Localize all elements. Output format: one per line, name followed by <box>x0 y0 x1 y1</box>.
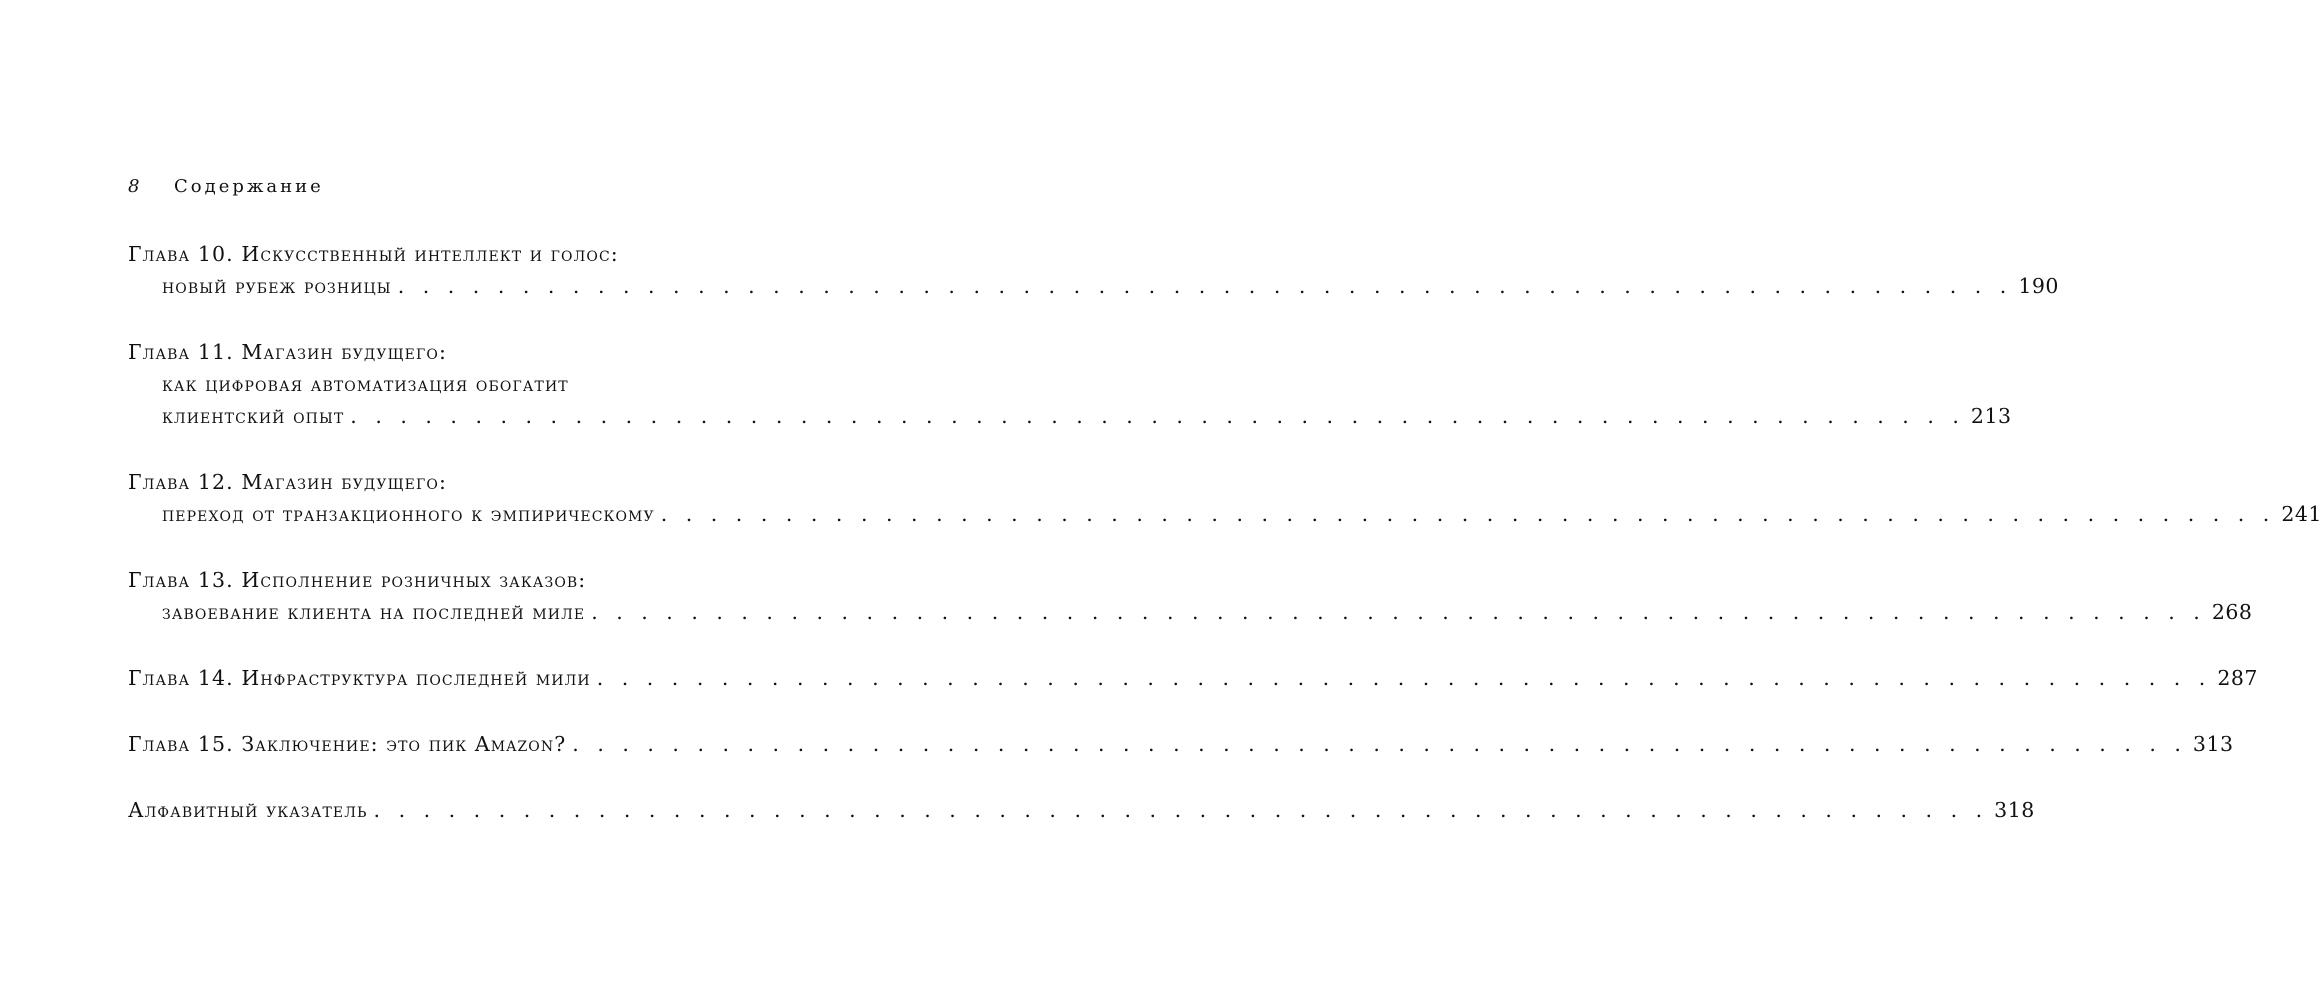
toc-entry-title-line: Глава 12. Магазин будущего: <box>128 470 447 494</box>
page-number: 8 <box>128 176 140 197</box>
dot-leader: . . . . . . . . . . . . . . . . . . . . . . . . . . . . . . . . . . . . . . . . . . . . . . . . . . . . . . . . . . . . . . . . . <box>591 600 2206 624</box>
dot-leader: . . . . . . . . . . . . . . . . . . . . . . . . . . . . . . . . . . . . . . . . . . . . . . . . . . . . . . . . . . . . . . . . . <box>572 732 2187 756</box>
toc-page-number: 318 <box>1994 798 2035 822</box>
toc-entry-last-line <box>128 794 2035 826</box>
toc-entry-chapter-10 <box>128 238 2059 302</box>
dot-leader: . . . . . . . . . . . . . . . . . . . . . . . . . . . . . . . . . . . . . . . . . . . . . . . . . . . . . . . . . . . . . . . . . <box>373 798 1989 822</box>
dot-leader: . . . . . . . . . . . . . . . . . . . . . . . . . . . . . . . . . . . . . . . . . . . . . . . . . . . . . . . . . . . . . . . . . <box>350 404 1965 428</box>
toc-entry-chapter-11 <box>128 336 2012 432</box>
toc-entry-last-line <box>128 596 2253 628</box>
toc-page-number: 213 <box>1970 404 2012 428</box>
toc-entry-title-line: Алфавитный указатель <box>128 798 368 822</box>
section-title: Содержание <box>174 176 324 197</box>
toc-entry-title-line: клиентский опыт <box>162 404 345 428</box>
toc-entry-title-line: Глава 13. Исполнение розничных заказов: <box>128 568 587 592</box>
toc-entry-title-line: Глава 14. Инфраструктура последней мили <box>128 666 591 690</box>
dot-leader: . . . . . . . . . . . . . . . . . . . . . . . . . . . . . . . . . . . . . . . . . . . . . . . . . . . . . . . . . . . . . . . . . <box>660 502 2276 526</box>
toc-page-number: 241 <box>2281 502 2322 526</box>
toc-entry-last-line <box>128 498 2322 530</box>
toc-entry-chapter-15 <box>128 728 2234 760</box>
toc-entry-last-line <box>128 728 2234 760</box>
dot-leader: . . . . . . . . . . . . . . . . . . . . . . . . . . . . . . . . . . . . . . . . . . . . . . . . . . . . . . . . . . . . . . . . . <box>397 274 2013 298</box>
toc-entry-last-line <box>128 400 2012 432</box>
toc-entry-chapter-13 <box>128 564 2253 628</box>
table-of-contents <box>128 238 2322 860</box>
toc-entry-title-line: Глава 11. Магазин будущего: <box>128 340 447 364</box>
toc-entry-chapter-12 <box>128 466 2322 530</box>
dot-leader: . . . . . . . . . . . . . . . . . . . . . . . . . . . . . . . . . . . . . . . . . . . . . . . . . . . . . . . . . . . . . . . . . <box>596 666 2212 690</box>
toc-entry-title-line: Глава 15. Заключение: это пик Amazon? <box>128 732 567 756</box>
toc-page-number: 190 <box>2018 274 2059 298</box>
toc-page-number: 313 <box>2192 732 2234 756</box>
toc-entry-last-line <box>128 270 2059 302</box>
toc-entry-title-line: Глава 10. Искусственный интеллект и голос: <box>128 242 619 266</box>
toc-entry-last-line <box>128 662 2258 694</box>
toc-page-number: 268 <box>2211 600 2253 624</box>
toc-entry-title-line: переход от транзакционного к эмпирическому <box>162 502 655 526</box>
toc-entry-chapter-14 <box>128 662 2258 694</box>
toc-page-number: 287 <box>2217 666 2258 690</box>
toc-entry-title-line: новый рубеж розницы <box>162 274 392 298</box>
toc-entry-title-line: как цифровая автоматизация обогатит <box>162 372 569 396</box>
running-header <box>128 176 324 200</box>
toc-entry-title-line: завоевание клиента на последней миле <box>162 600 586 624</box>
toc-entry-index <box>128 794 2035 826</box>
